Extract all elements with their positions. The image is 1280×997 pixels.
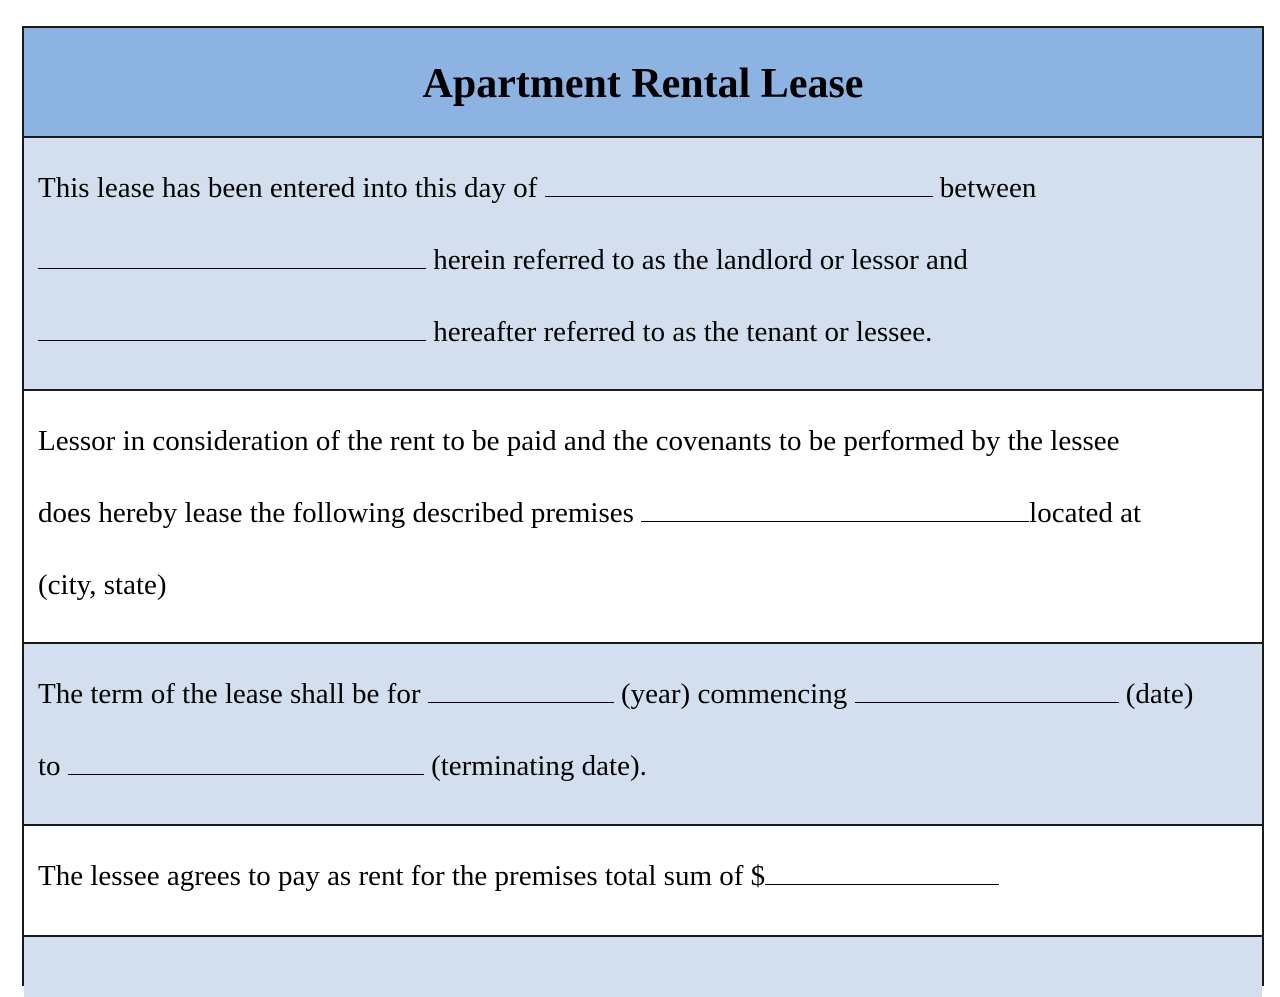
form-line: [38, 224, 1248, 296]
form-line: [38, 840, 1248, 912]
intro-text-2: between: [939, 172, 1037, 204]
term-text-3: (date): [1125, 678, 1194, 710]
commencing-date-blank[interactable]: [855, 680, 1119, 703]
title-bar: [24, 28, 1262, 138]
premises-blank[interactable]: [641, 499, 1029, 522]
term-text-5: (terminating date).: [431, 750, 647, 782]
premises-text-2: does hereby lease the following described premises: [38, 497, 634, 529]
section-next: [24, 937, 1262, 997]
form-line: [38, 296, 1248, 368]
term-text-1: The term of the lease shall be for: [38, 678, 421, 710]
term-text-4: to: [38, 750, 61, 782]
form-line: [38, 405, 1248, 477]
form-line: [38, 730, 1248, 802]
landlord-name-blank[interactable]: [38, 246, 426, 269]
premises-text-3: located at: [1029, 497, 1142, 529]
term-years-blank[interactable]: [428, 680, 614, 703]
date-blank[interactable]: [545, 174, 933, 197]
form-line: [38, 658, 1248, 730]
section-premises: [24, 391, 1262, 644]
form-line: [38, 477, 1248, 549]
intro-text-4: hereafter referred to as the tenant or lessee.: [433, 316, 933, 348]
tenant-name-blank[interactable]: [38, 318, 426, 341]
intro-text-3: herein referred to as the landlord or lessor and: [433, 244, 968, 276]
term-text-2: (year) commencing: [620, 678, 848, 710]
lease-form: [22, 26, 1264, 986]
rent-text-1: The lessee agrees to pay as rent for the premises total sum of $: [38, 860, 766, 892]
form-line: [38, 152, 1248, 224]
section-parties: [24, 138, 1262, 391]
intro-text-1: This lease has been entered into this day of: [38, 172, 538, 204]
rent-amount-blank[interactable]: [765, 862, 999, 885]
section-rent: [24, 826, 1262, 937]
section-term: [24, 644, 1262, 826]
premises-text-4: (city, state): [38, 569, 167, 601]
page-title: Apartment Rental Lease: [422, 61, 864, 107]
premises-text-1: Lessor in consideration of the rent to be paid and the covenants to be performed by the lessee: [38, 425, 1120, 457]
terminating-date-blank[interactable]: [68, 752, 424, 775]
form-line: [38, 549, 1248, 621]
